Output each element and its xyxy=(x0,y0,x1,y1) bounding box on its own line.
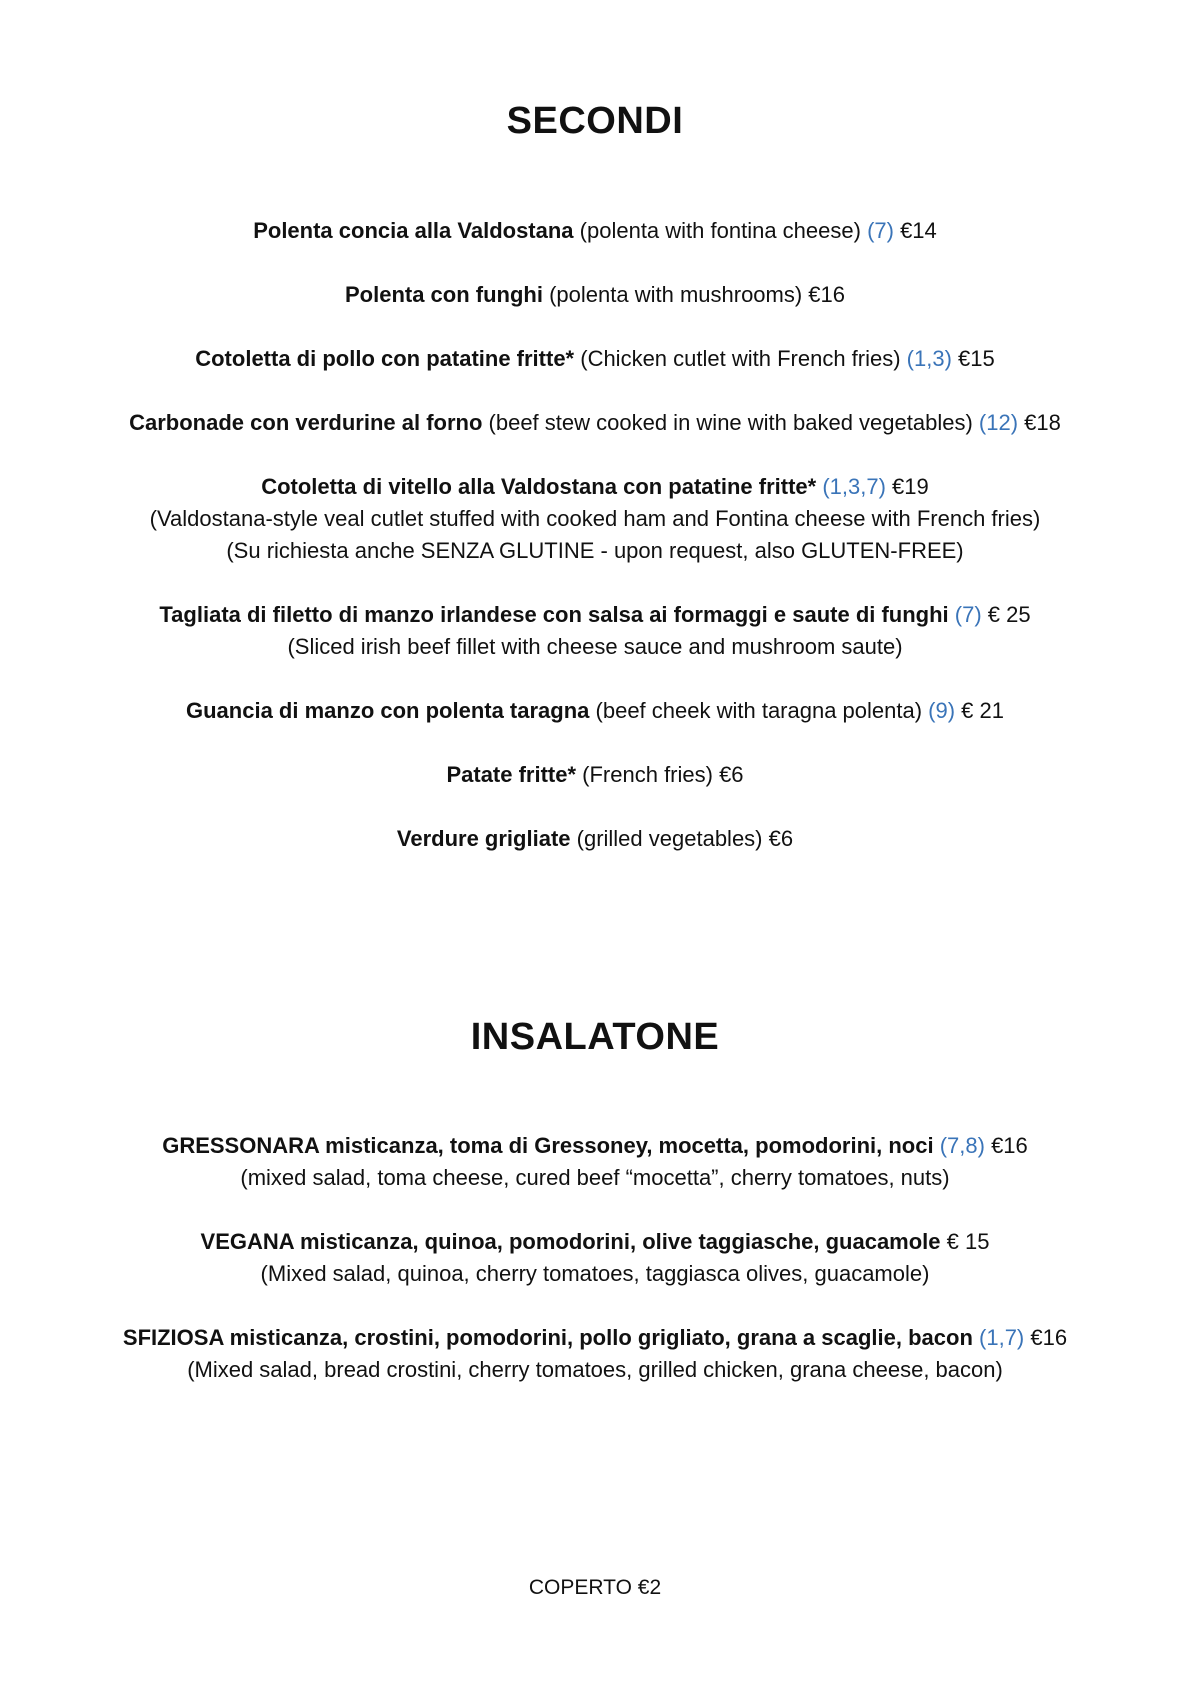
menu-item-allergens: (1,3,7) xyxy=(822,474,886,499)
menu-item-name: SFIZIOSA misticanza, crostini, pomodorini, pollo grigliato, grana a scaglie, bacon xyxy=(122,1325,973,1350)
menu-item xyxy=(40,215,1150,247)
menu-item-name: Tagliata di filetto di manzo irlandese con salsa ai formaggi e saute di funghi xyxy=(159,602,949,627)
menu-item-description: € 15 xyxy=(940,1229,990,1254)
menu-item-description: (grilled vegetables) €6 xyxy=(570,826,794,851)
menu-item-name: VEGANA misticanza, quinoa, pomodorini, olive taggiasche, guacamole xyxy=(200,1229,941,1254)
menu-item-main-line xyxy=(40,1322,1150,1354)
menu-item-price: € 25 xyxy=(981,602,1031,627)
menu-item-translation: (Su richiesta anche SENZA GLUTINE - upon request, also GLUTEN-FREE) xyxy=(226,538,964,563)
menu-item-translation: (Mixed salad, bread crostini, cherry tomatoes, grilled chicken, grana cheese, bacon) xyxy=(187,1357,1003,1382)
secondi-list xyxy=(40,215,1150,887)
menu-item-price: €16 xyxy=(1024,1325,1068,1350)
menu-item-description: (French fries) €6 xyxy=(576,762,744,787)
menu-item xyxy=(40,471,1150,567)
menu-item-description: (polenta with fontina cheese) xyxy=(573,218,868,243)
menu-item-price: €19 xyxy=(885,474,929,499)
menu-item-allergens: (1,7) xyxy=(979,1325,1025,1350)
menu-item xyxy=(40,1226,1150,1290)
menu-item xyxy=(40,279,1150,311)
menu-item-translation: (Valdostana-style veal cutlet stuffed with cooked ham and Fontina cheese with French fries) xyxy=(149,506,1041,531)
menu-item-allergens: (7,8) xyxy=(939,1133,985,1158)
menu-item-price: €14 xyxy=(893,218,937,243)
menu-item-price: €16 xyxy=(984,1133,1028,1158)
menu-item xyxy=(40,695,1150,727)
menu-item-description: (polenta with mushrooms) €16 xyxy=(542,282,846,307)
menu-item-main-line xyxy=(40,1130,1150,1162)
menu-item-main-line xyxy=(40,279,1150,311)
menu-item-price: €15 xyxy=(951,346,995,371)
menu-item-allergens: (9) xyxy=(928,698,956,723)
section-title-secondi: SECONDI xyxy=(506,100,684,142)
menu-item-name: Cotoletta di vitello alla Valdostana con patatine fritte* xyxy=(261,474,817,499)
menu-item-translation: (Sliced irish beef fillet with cheese sauce and mushroom saute) xyxy=(287,634,903,659)
menu-item-main-line xyxy=(40,1226,1150,1258)
menu-item-main-line xyxy=(40,695,1150,727)
menu-item-main-line xyxy=(40,471,1150,503)
menu-item-name: GRESSONARA misticanza, toma di Gressoney, mocetta, pomodorini, noci xyxy=(162,1133,934,1158)
section-title-insalatone: INSALATONE xyxy=(470,1016,720,1058)
menu-item-main-line xyxy=(40,759,1150,791)
menu-item-allergens: (12) xyxy=(978,410,1019,435)
insalatone-list xyxy=(40,1130,1150,1418)
menu-item xyxy=(40,343,1150,375)
menu-item-description: (beef stew cooked in wine with baked vegetables) xyxy=(482,410,979,435)
menu-item-name: Polenta concia alla Valdostana xyxy=(253,218,574,243)
menu-item-allergens: (7) xyxy=(867,218,894,243)
menu-item-name: Patate fritte* xyxy=(446,762,577,787)
menu-item-price: € 21 xyxy=(955,698,1004,723)
menu-item xyxy=(40,1130,1150,1194)
menu-item-main-line xyxy=(40,823,1150,855)
menu-item xyxy=(40,1322,1150,1386)
coperto-charge: COPERTO €2 xyxy=(528,1576,662,1599)
menu-item-name: Cotoletta di pollo con patatine fritte* xyxy=(195,346,575,371)
menu-item-main-line xyxy=(40,407,1150,439)
menu-item-main-line xyxy=(40,215,1150,247)
menu-item xyxy=(40,407,1150,439)
menu-item-description: (Chicken cutlet with French fries) xyxy=(574,346,907,371)
menu-item-allergens: (1,3) xyxy=(906,346,952,371)
menu-item-name: Verdure grigliate xyxy=(396,826,571,851)
menu-item-translation: (Mixed salad, quinoa, cherry tomatoes, taggiasca olives, guacamole) xyxy=(260,1261,930,1286)
menu-item xyxy=(40,599,1150,663)
menu-item-allergens: (7) xyxy=(954,602,982,627)
menu-item-name: Carbonade con verdurine al forno xyxy=(129,410,483,435)
menu-item-main-line xyxy=(40,343,1150,375)
menu-item-translation: (mixed salad, toma cheese, cured beef “mocetta”, cherry tomatoes, nuts) xyxy=(240,1165,950,1190)
menu-item xyxy=(40,823,1150,855)
menu-item-name: Polenta con funghi xyxy=(344,282,543,307)
menu-item-main-line xyxy=(40,599,1150,631)
menu-item-description: (beef cheek with taragna polenta) xyxy=(589,698,929,723)
menu-item xyxy=(40,759,1150,791)
menu-item-price: €18 xyxy=(1018,410,1061,435)
menu-item-name: Guancia di manzo con polenta taragna xyxy=(186,698,590,723)
